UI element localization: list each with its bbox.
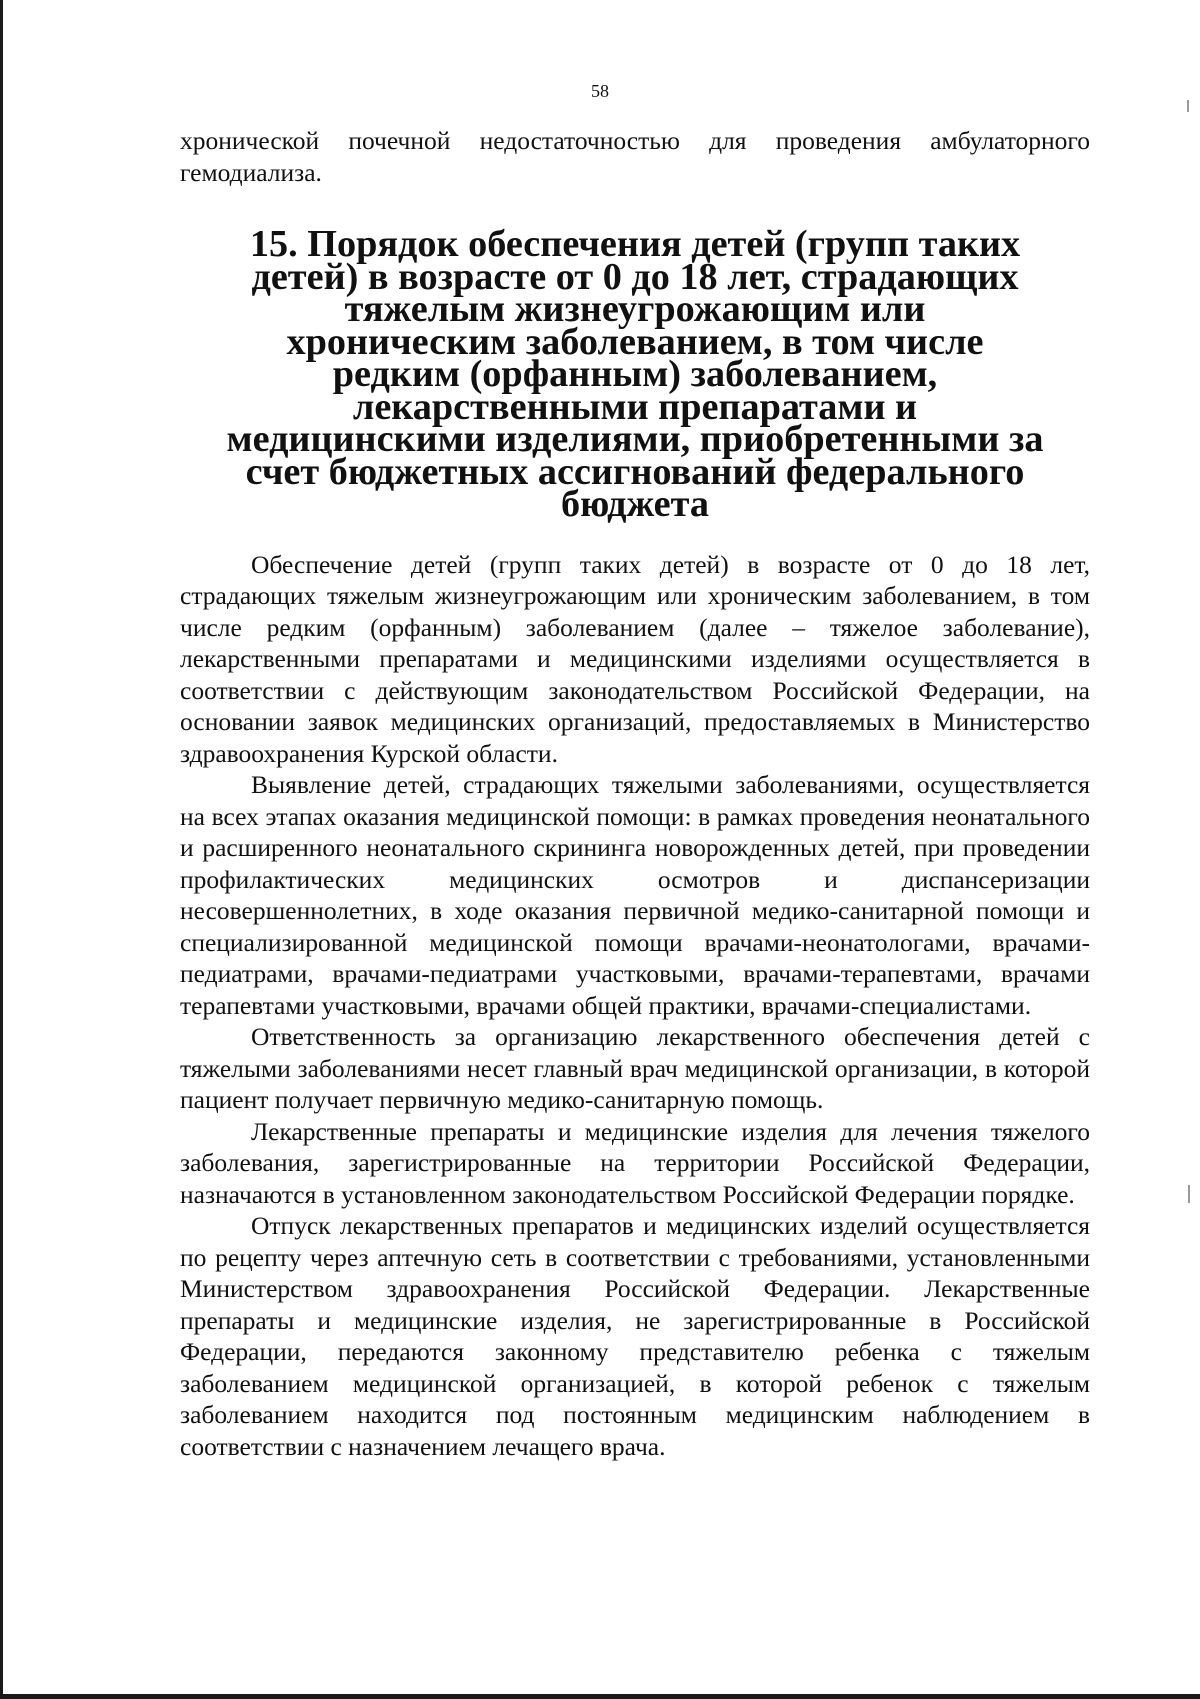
paragraph-dispensing: Отпуск лекарственных препаратов и медицинских изделий осуществляется по рецепту через аптечную сеть в соответствии с требованиями, установленными Министерством здравоохранения Российской Федерации. Лекарственные препараты и медицинские изделия, не зарегистрированные в Российской Федерации, передаются законному представителю ребенка с тяжелым заболеванием медицинской организацией, в которой ребенок с тяжелым заболеванием находится под постоянным медицинским наблюдением в соответствии с назначением лечащего врача.	[180, 1211, 1090, 1461]
continuation-paragraph: хронической почечной недостаточностью для проведения амбулаторного гемодиализа.	[180, 126, 1090, 187]
document-body	[180, 125, 1090, 1462]
paragraph-responsibility: Ответственность за организацию лекарственного обеспечения детей с тяжелыми заболеваниями несет главный врач медицинской организации, в которой пациент получает первичную медико-санитарную помощь.	[180, 1022, 1090, 1114]
section-heading: 15. Порядок обеспечения детей (групп таких детей) в возрасте от 0 до 18 лет, страдающих тяжелым жизнеугрожающим или хроническим заболеванием, в том числе редким (орфанным) заболеванием, лекарственными препаратами и медицинскими изделиями, приобретенными за счет бюджетных ассигнований федерального бюджета	[226, 223, 1044, 525]
page-number: 58	[591, 81, 609, 101]
scan-border-bottom	[0, 1694, 1200, 1699]
scan-mark	[1188, 1185, 1190, 1203]
paragraph-prescription: Лекарственные препараты и медицинские изделия для лечения тяжелого заболевания, зарегистрированные на территории Российской Федерации, назначаются в установленном законодательством Российской Федерации порядке.	[180, 1116, 1090, 1209]
scan-border-left	[0, 0, 3, 1699]
paragraph-identification: Выявление детей, страдающих тяжелыми заболеваниями, осуществляется на всех этапах оказания медицинской помощи: в рамках проведения неонатального и расширенного неонатального скрининга новорожденных детей, при проведении профилактических медицинских осмотров и диспансеризации несовершеннолетних, в ходе оказания первичной медико-санитарной помощи и специализированной медицинской помощи врачами-неонатологами, врачами-педиатрами, врачами-педиатрами участковыми, врачами-терапевтами, врачами терапевтами участковыми, врачами общей практики, врачами-специалистами.	[180, 770, 1090, 1020]
paragraph-provision: Обеспечение детей (групп таких детей) в возрасте от 0 до 18 лет, страдающих тяжелым жизнеугрожающим или хроническим заболеванием, в том числе редким (орфанным) заболеванием (далее – тяжелое заболевание), лекарственными препаратами и медицинскими изделиями осуществляется в соответствии с действующим законодательством Российской Федерации, на основании заявок медицинских организаций, предоставляемых в Министерство здравоохранения Курской области.	[180, 549, 1090, 768]
